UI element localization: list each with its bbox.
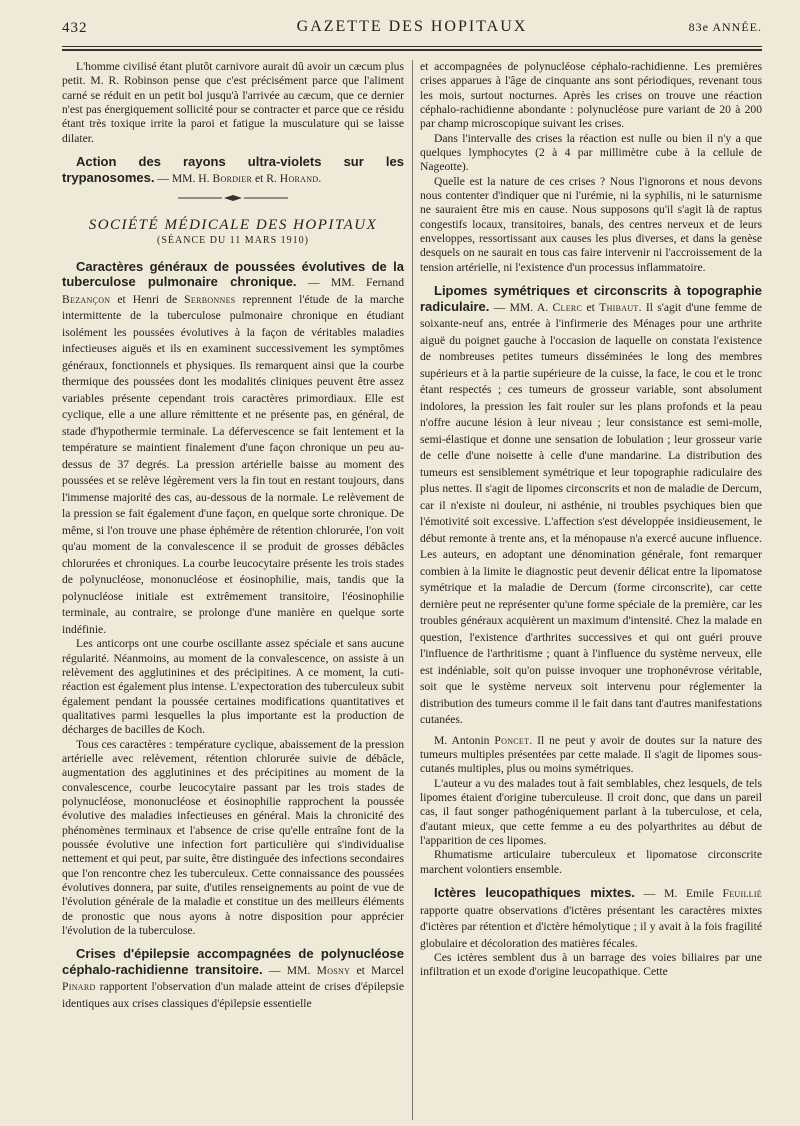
author-name: Pinard [62,980,96,994]
heading-title: Lipomes symétriques et circonscrits à topographie radiculaire. [420,283,762,314]
byline-text: — MM. [262,963,317,977]
article-heading [62,259,404,638]
journal-title: GAZETTE DES HOPITAUX [296,18,528,35]
byline-text: et Henri de [110,292,185,306]
paragraph: Rhumatisme articulaire tuberculeux et lipomatose circonscrite marchent volontiers ensemble. [420,848,762,876]
byline [154,172,321,185]
paragraph: Dans l'intervalle des crises la réaction est nulle ou bien il n'y a que quelques lymphocytes (2 à 4 par millimètre cube à la cellule de Nageotte). [420,131,762,174]
right-column [420,60,762,980]
author-name: Bezançon [62,292,111,306]
paragraph: Quelle est la nature de ces crises ? Nous l'ignorons et nous devons nous contenter d'indiquer que ni l'urémie, ni la syphilis, ni le saturnisme ne sauraient être mis en cause. Nous supposons qu'il s'agit là de raptus congestifs locaux, transitoires, banals, des centres nerveux et de leurs enveloppes, ressortissant aux causes les plus diverses, et dans la genèse desquels on ne saurait en tous cas faire intervenir ni l'accroissement de la tension artérielle, ni l'existence d'un processus inflammatoire. [420,174,762,274]
paragraph: L'homme civilisé étant plutôt carnivore aurait dû avoir un cæcum plus petit. M. R. Robinson pense que c'est précisément parce que l'aliment carné se réduit en un petit bol jusqu'à l'arrivée au cæcum, que ce dernier n'est pas énergiquement sollicité pour se contracter et parce que ce résidu étant très toxique irrite la paroi et fatigue la musculature qui se laisse dilater. [62,60,404,145]
paragraph [420,734,762,777]
byline-text: — MM. Fernand [296,276,405,290]
author-name: Thibaut [599,300,639,314]
author-name: Poncet [494,733,530,747]
newspaper-page [62,18,762,1118]
ornament-divider [62,194,404,204]
byline-text: et R. [252,171,280,185]
header-rule [62,46,762,47]
column-divider [412,60,413,1120]
paragraph: Ces ictères semblent dus à un barrage des voies biliaires par une infiltration et un exode d'origine leucopathique. Cette [420,951,762,979]
article-heading [420,885,762,951]
byline-text: et [582,300,600,314]
section-title: SOCIÉTÉ MÉDICALE DES HOPITAUX [88,217,378,234]
byline-text: — MM. H. [154,171,213,185]
article-heading [420,283,762,728]
header-rule-thick [62,49,762,51]
byline-text: et Marcel [350,963,405,977]
body-text: reprennent l'étude de la marche intermittente de la tuberculose pulmonaire chronique en étudiant isolément les poussées évolutives à la façon de véritables maladies infectieuses aiguës et ils en examinent successivement les symptômes généraux, fonctionnels et physiques. Ils remarquent ainsi que la courbe thermique des poussées dont les modalités cliniques peuvent être assez variables présente cependant trois caractères primordiaux. Elle est cyclique, elle a une allure rémittente et ne présente pas, en général, de stade d'hypothermie terminale. La défervescence se fait lentement et la température se maintient finalement d'une façon chronique un peu au-dessus de 37 degrés. La pression artérielle baisse au moment des poussées et se relève légèrement vers la fin tout en restant toujours, dans l'immense majorité des cas, au-dessous de la normale. Le relèvement de la pression se fait également d'une façon, en quelque sorte chronique. De même, si l'on trouve une phase éphémère de rétention chlorurée, l'on voit qu'au moment de la convalescence il se produit de grosses débâcles chlorurées et chroniques. La courbe leucocytaire présente les trois stades de polynucléose, mononucléose et éosinophilie, mais, tandis que la polynucléose initiale est extrêmement transitoire, l'éosinophilie terminale, au contraire, se prolonge d'une manière en quelque sorte indéfinie. [62,292,404,636]
body-text: M. Antonin [434,733,495,747]
paragraph: et accompagnées de polynucléose céphalo-rachidienne. Les premières crises apparues à l'âge de cinquante ans sont périodiques, revenant tous les mois, surtout nocturnes. Après les crises on trouve une réaction céphalo-rachidienne abondante : polynucléose pure variant de 20 à 200 par champ microscopique suivant les crises. [420,60,762,131]
author-name: Bordier [212,171,253,185]
heading-title: Ictères leucopathiques mixtes. [434,885,635,901]
author-name: Serbonnes [184,292,236,306]
page-header [62,18,762,40]
byline-text: — M. Emile [635,887,723,901]
article-body [420,301,762,727]
heading-title: Caractères généraux de poussées évolutives de la tuberculose pulmonaire chronique. [62,258,404,290]
heading-title: Crises d'épilepsie accompagnées de polynucléose céphalo-rachidienne transitoire. [62,946,404,977]
heading-title: Action des rayons ultra-violets sur les trypanosomes. [62,154,404,185]
article-body [62,276,404,636]
byline-text: . [318,171,322,185]
body-text: . Il s'agit d'une femme de soixante-neuf ans, entrée à l'infirmerie des Ménages pour une arthrite aiguë du poignet gauche à l'occasion de laquelle on constata l'existence de nombreuses petites tumeurs disséminées le long des membres supérieurs et à la partie supérieure de la cuisse, la face, le cou et le tronc étant respectés ; ces tumeurs de grosseur variable, sont absolument indolores, la pression les fait rouler sur les plans profonds et la peau n'offre aucune lésion à leur niveau ; leur consistance est semi-molle, semi-élastique et donne une sensation de lobulation ; leur grosseur varie de celle d'une noisette à celle d'une mandarine. La distribution des tumeurs est sensiblement symétrique et leur topographie radiculaire des plus nettes. Il s'agit de lipomes circonscrits et non de maladie de Dercum, car il n'existe ni douleur, ni asthénie, ni troubles psychiques bien que l'émotivité soit excessive. L'affection s'est développée insidieusement, le début remonte à trente ans, et la ménopause n'a exercé aucune influence. Les auteurs, en adoptant une dénomination générale, font remarquer combien à la limite le diagnostic peut devenir délicat entre la lipomatose symétrique et la maladie de Dercum (forme circonscrite), car cette dernière peut ne représenter qu'une forme spéciale de la première, car les troubles généraux acquièrent un maximum d'intensité. Chez la malade en question, l'existence d'arthrites successives et qui ont guéri prouve l'influence de l'arthritisme ; quant à l'influence du système nerveux, elle est indéniable, soit qu'on puisse invoquer une trophonévrose véritable, soit que le système nerveux soit intervenu pour réglementer la distribution des tumeurs comme il le fait dans tant d'autres manifestations cutanées. [420,300,763,727]
author-name: Mosny [316,963,351,977]
volume-year: 83e ANNÉE. [688,20,762,34]
article-heading [62,946,404,1011]
byline-text: — MM. A. [489,300,553,314]
page-number: 432 [62,20,88,36]
body-text: rapportent l'observation d'un malade atteint de crises d'épilepsie identiques aux crises classiques d'épilepsie essentielle [62,980,404,1010]
section-subtitle: (SÉANCE DU 11 MARS 1910) [157,235,309,247]
body-text: rapporte quatre observations d'ictères présentant les caractères mixtes d'ictères par rétention et d'ictère hémolytique ; il y avait à la fois fragilité globulaire et décoloration des matières fécales. [420,903,762,950]
paragraph: Tous ces caractères : température cyclique, abaissement de la pression artérielle avec relèvement, rétention chlorurée suivie de débâcle, augmentation des agglutinines et des précipitines au moment de la convalescence, courbe leucocytaire passant par les trois stades de polynucléose, mononucléose et éosinophilie rapprochent la poussée évolutive des maladies infectieuses en général. Mais la chronicité des phénomènes terminaux et l'absence de crise qu'elle entraîne font de la poussée évolutive une infection fort particulière qui s'individualise nettement et qui peut, par suite, être distinguée des infections secondaires que l'on rencontre chez les tuberculeux. Cette connaissance des poussées évolutives donnera, par suite, d'utiles renseignements au point de vue de l'évolution générale de la maladie et constitue un des meilleurs éléments de pronostic que nous ayons à notre disposition pour apprécier l'évolution de la tuberculose. [62,737,404,938]
paragraph: L'auteur a vu des malades tout à fait semblables, chez lesquels, de tels lipomes étaient d'origine tuberculeuse. Il croit donc, que dans un pareil cas, il faut songer pathogéniquement parlant à la tuberculose, et cela, d'autant mieux, que cette femme a eu des polyarthrites au début de l'apparition de ces lipomes. [420,776,762,848]
body-text: . Il ne peut y avoir de doutes sur la nature des tumeurs multiples présentées par cette malade. Il s'agit de lipomes sous-cutanés multiples, plus ou moins symétriques. [420,733,762,776]
paragraph: Les anticorps ont une courbe oscillante assez spéciale et sans aucune régularité. Néanmoins, au moment de la convalescence, on assiste à un relèvement des agglutinines et des précipitines. A ce moment, la cuti-réaction est également plus intense. L'expectoration des tuberculeux subit également pendant la poussée certaines modifications quantitatives et qualitatives parmi lesquelles la plus importante est la production de décharges de bacilles de Koch. [62,637,404,737]
left-column [62,60,404,1011]
article-heading [62,154,404,186]
author-name: Feuillié [722,887,762,901]
author-name: Horand [279,171,319,185]
author-name: Clerc [552,300,583,314]
